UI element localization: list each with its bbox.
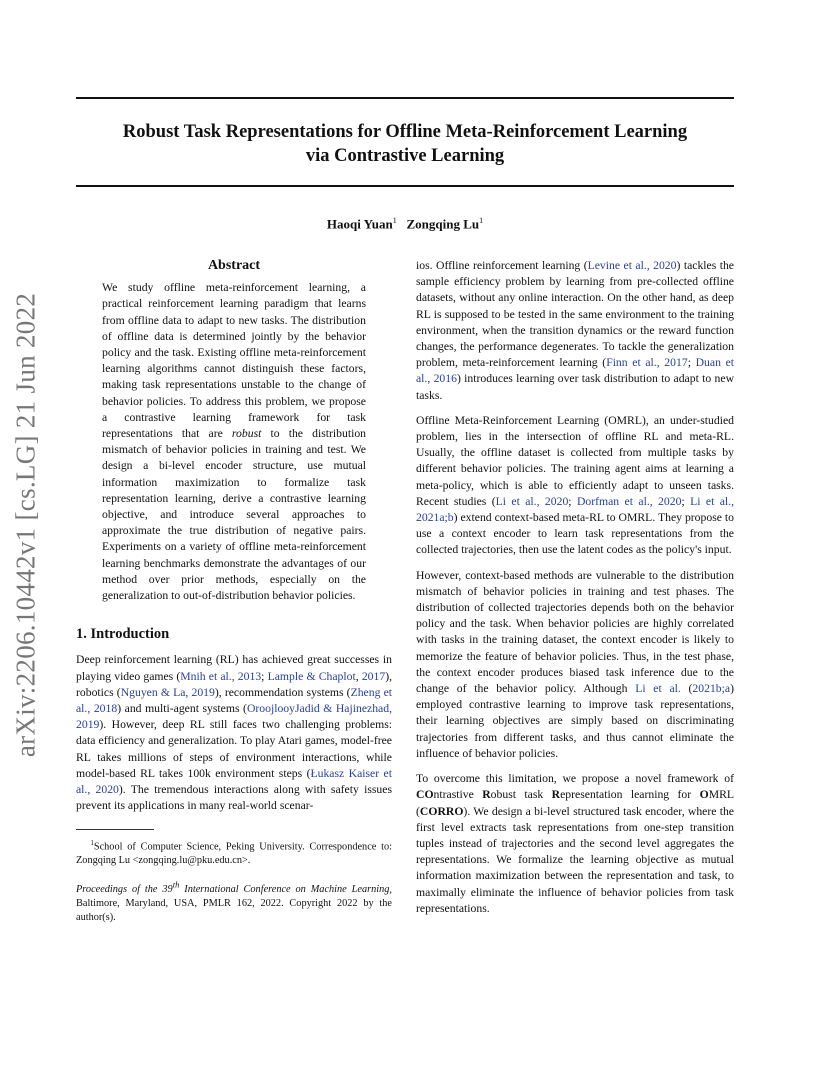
- abstract-text: We study offline meta-reinforcement learning, a practical reinforcement learning paradigm that learns from offline data to adapt to new tasks. The distribution of offline data is determined jointly by the behavior policy and the task. Existing offline meta-reinforcement learning algorithms cannot distinguish these factors, making task representations unstable to the change of behavior policies. To address this problem, we propose a contrastive learning framework for task representations that are robust to the distribution mismatch of behavior policies in training and test. We design a bi-level encoder structure, use mutual information maximization to formalize task representation learning, derive a contrastive learning objective, and introduce several approaches to approximate the true distribution of negative pairs. Experiments on a variety of offline meta-reinforcement learning benchmarks demonstrate the advantages of our method over prior methods, especially on the generalization to out-of-distribution behavior policies.: [102, 281, 367, 603]
- citation-link[interactable]: Łukasz Kaiser et al., 2020: [76, 766, 392, 797]
- arxiv-side-label: arXiv:2206.10442v1 [cs.LG] 21 Jun 2022: [10, 292, 41, 758]
- body-paragraph: Offline Meta-Reinforcement Learning (OMRL), an under-studied problem, lies in the intersection of offline RL and meta-RL. Usually, the offline dataset is collected from multiple tasks by different behavior policies. The training agent aims at learning a meta-policy, which is able to efficiently adapt to unseen tasks. Recent studies (Li et al., 2020; Dorfman et al., 2020; Li et al., 2021a;b) extend context-based meta-RL to OMRL. They propose to use a context encoder to learn task representations from the collected trajectories, then use the latent codes as the policy's input.: [416, 413, 734, 557]
- footnote-separator: [76, 829, 154, 830]
- abstract-heading: Abstract: [207, 258, 261, 273]
- author-list: [76, 216, 734, 232]
- emphasis-robust: robust: [231, 427, 262, 441]
- citation-link[interactable]: Zheng et al., 2018: [76, 685, 393, 716]
- author-affiliation-mark: 1: [479, 216, 484, 225]
- author-affiliation-mark: 1: [392, 216, 397, 225]
- citation-link[interactable]: Finn et al., 2017: [606, 356, 688, 370]
- citation-link[interactable]: Nguyen & La, 2019: [120, 685, 215, 699]
- author-name: Haoqi Yuan: [326, 216, 393, 232]
- citation-link[interactable]: 2021b;a: [692, 682, 731, 696]
- section-heading-introduction: 1. Introduction: [76, 626, 170, 643]
- citation-link[interactable]: OroojlooyJadid & Hajinezhad, 2019: [76, 702, 392, 732]
- title-top-rule: [76, 97, 734, 99]
- intro-paragraph: Deep reinforcement learning (RL) has achieved great successes in playing video games (Mnih et al., 2013; Lample & Chaplot, 2017), robotics (Nguyen & La, 2019), recommendation systems (Zheng et al., 2018) and multi-agent systems (OroojlooyJadid & Hajinezhad, 2019). However, deep RL still faces two challenging problems: data efficiency and generalization. To play Atari games, model-free RL takes millions of steps of environment interactions, while model-based RL takes 100k environment steps (Łukasz Kaiser et al., 2020). The tremendous interactions along with safety issues prevent its applications in many real-world scenar-: [76, 653, 393, 813]
- footnote-affiliation: $^1$School of Computer Science, Peking University. Correspondence to: Zongqing Lu <zongqing.lu@pku.edu.cn>.: [76, 838, 392, 866]
- citation-link[interactable]: Li et al., 2021a;b: [416, 494, 734, 525]
- citation-link[interactable]: Li et al.: [635, 682, 681, 696]
- citation-link[interactable]: Lample & Chaplot: [267, 669, 356, 683]
- citation-link[interactable]: Levine et al., 2020: [587, 259, 677, 272]
- citation-link[interactable]: 2017: [361, 669, 386, 683]
- citation-link[interactable]: Li et al., 2020: [495, 494, 569, 508]
- body-paragraph: To overcome this limitation, we propose a novel framework of COntrastive Robust task Representation learning for OMRL (CORRO). We design a bi-level structured task encoder, where the first level extracts task representations from one-step transition tuples instead of trajectories and the second level aggregates the representations. We formalize the learning objective as mutual information maximization between the representation and task, to maximally eliminate the influence of behavior policies from task representations.: [416, 772, 735, 915]
- citation-link[interactable]: Duan et al., 2016: [416, 356, 735, 386]
- title-line-2: via Contrastive Learning: [305, 146, 505, 166]
- title-bottom-rule: [76, 185, 734, 187]
- paper-title: [76, 120, 734, 168]
- citation-link[interactable]: Mnih et al., 2013: [180, 669, 262, 683]
- citation-link[interactable]: Dorfman et al., 2020: [576, 494, 682, 508]
- left-column: [76, 258, 392, 925]
- proceedings-note: Proceedings of the 39th International Conference on Machine Learning, Baltimore, Maryland, USA, PMLR 162, 2022. Copyright 2022 by the author(s).: [76, 879, 392, 924]
- author-name: Zongqing Lu: [406, 216, 480, 232]
- right-column: [416, 258, 734, 926]
- body-paragraph: However, context-based methods are vulnerable to the distribution mismatch of behavior policies in training and test phases. The distribution of collected trajectories depends both on the behavior policy and the task. When behavior policies are highly correlated with tasks in the training dataset, the context encoder is likely to memorize the feature of behavior policies. Thus, in the test phase, the context encoder produces biased task inference due to the change of the behavior policy. Although Li et al. (2021b;a) employed contrastive learning to improve task representations, their learning objectives are simply based on discriminating trajectories from different tasks, and thus cannot eliminate the influence of behavior policies.: [416, 568, 734, 760]
- body-paragraph: ios. Offline reinforcement learning (Levine et al., 2020) tackles the sample efficiency problem by learning from pre-collected offline datasets, without any online interaction. On the other hand, as deep RL is supposed to be tested in the same environment to the training environment, when the transition dynamics or the reward function changes, the performance degenerates. To tackle the generalization problem, meta-reinforcement learning (Finn et al., 2017; Duan et al., 2016) introduces learning over task distribution to adapt to new tasks.: [416, 259, 735, 402]
- title-line-1: Robust Task Representations for Offline Meta-Reinforcement Learning: [122, 122, 688, 142]
